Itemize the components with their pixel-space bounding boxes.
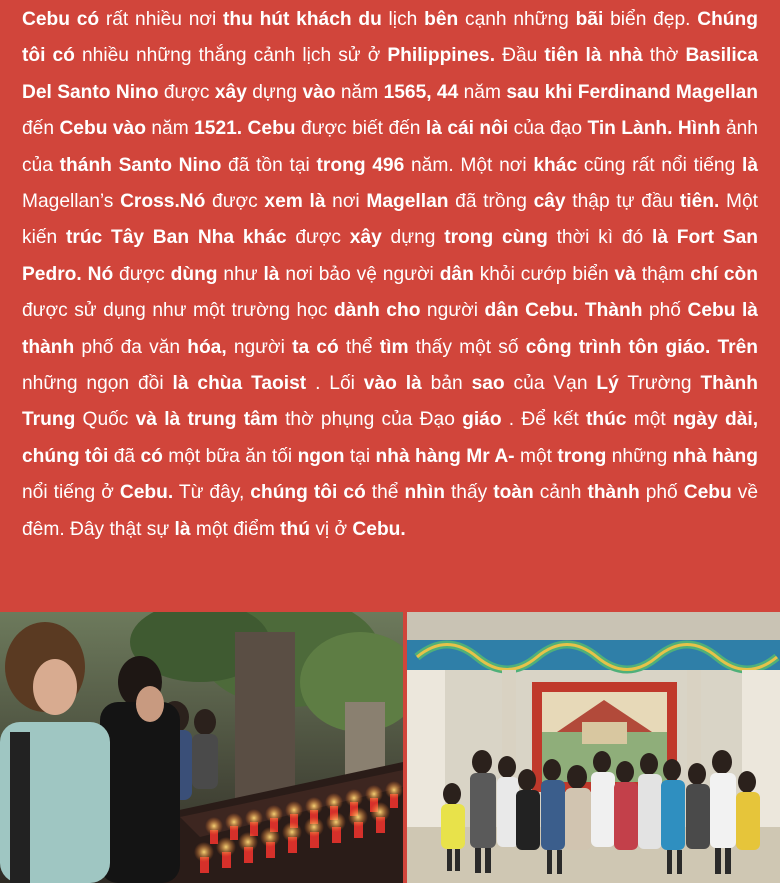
bold-text-run: có (140, 445, 163, 467)
bold-text-run: nhà hàng Mr A- (375, 445, 515, 467)
text-run: cũng rất nổi tiếng (577, 154, 742, 176)
bold-text-run: sao (471, 373, 505, 395)
text-run: cảnh (533, 482, 588, 504)
bold-text-run: Magellan (366, 191, 449, 213)
bold-text-run: cây (533, 191, 566, 213)
text-run: . Lối (306, 373, 364, 395)
text-run: được (113, 263, 171, 285)
bold-text-run: trong (557, 445, 607, 467)
text-run: một bữa ăn tối (162, 445, 298, 467)
text-run: thấy một số (408, 336, 526, 358)
bold-text-run: Cross.Nó (120, 191, 206, 213)
text-run: nổi tiếng ở (22, 482, 120, 504)
text-run: nơi bảo vệ người (279, 263, 440, 285)
text-run: thập tự đầu (565, 191, 680, 213)
text-run: nhiều những thắng cảnh lịch sử ở (74, 45, 388, 67)
bold-text-run: thúc (585, 409, 627, 431)
bold-text-run: Cebu. (352, 518, 406, 540)
text-run: thấy (444, 482, 494, 504)
bold-text-run: công trình tôn giáo. Trên (525, 336, 758, 358)
text-run: năm. Một nơi (404, 154, 534, 176)
bold-text-run: Thành Trung (22, 373, 758, 431)
bold-text-run: 1565, 44 (383, 81, 459, 103)
text-run: được biết đến (295, 118, 426, 140)
text-run: đã tồn tại (221, 154, 317, 176)
text-run: phố đa văn (74, 336, 188, 358)
text-run: bản (421, 373, 472, 395)
text-run: thời kì đó (547, 227, 652, 249)
text-run: được sử dụng như một trường học (22, 300, 334, 322)
bold-text-run: thành (587, 482, 640, 504)
text-run: phố (639, 482, 684, 504)
bold-text-run: chúng tôi có (250, 482, 366, 504)
text-run: phố (642, 300, 688, 322)
text-run: . Để kết (501, 409, 586, 431)
bold-text-run: tiên. (679, 191, 720, 213)
bold-text-run: toàn (493, 482, 534, 504)
text-run: ảnh của (22, 118, 758, 176)
bold-text-run: sau khi Ferdinand Magellan (506, 81, 758, 103)
text-run: Một kiến (22, 191, 758, 249)
text-run: một (626, 409, 673, 431)
bold-text-run: Cebu. (119, 482, 174, 504)
text-run: những ngọn đồi (22, 373, 173, 395)
bold-text-run: Lý (596, 373, 619, 395)
text-run: tại (344, 445, 376, 467)
bold-text-run: trúc Tây Ban Nha khác (65, 227, 287, 249)
bold-text-run: và (614, 263, 636, 285)
bold-text-run: Tin Lành. Hình (587, 118, 721, 140)
bold-text-run: Chúng tôi có (22, 9, 758, 67)
text-run: cạnh những (458, 9, 576, 30)
text-run: biển đẹp. (603, 9, 698, 30)
bold-text-run: Cebu (683, 482, 732, 504)
bold-text-run: dành cho (333, 300, 421, 322)
text-run: thậm (635, 263, 691, 285)
bold-text-run: ta có (292, 336, 339, 358)
text-run: về đêm. Đây thật sự (22, 482, 758, 540)
bold-text-run: thánh Santo Nino (59, 154, 222, 176)
bold-text-run: và là trung tâm (135, 409, 278, 431)
bold-text-run: nhìn (404, 482, 445, 504)
text-run: Trường (618, 373, 701, 395)
text-run: được (286, 227, 350, 249)
text-run: thờ (642, 45, 686, 67)
text-run: rất nhiều nơi (99, 9, 223, 30)
text-run: khỏi cướp biển (473, 263, 615, 285)
bold-text-run: trong 496 (316, 154, 405, 176)
text-run: năm (335, 81, 384, 103)
bold-text-run: là (263, 263, 280, 285)
text-run: Từ đây, (173, 482, 251, 504)
bold-text-run: nhà hàng (672, 445, 758, 467)
bold-text-run: Cebu là thành (22, 300, 758, 358)
text-run: năm (458, 81, 507, 103)
bold-text-run: Cebu vào (59, 118, 146, 140)
bold-text-run: xem là (264, 191, 326, 213)
bold-text-run: thu hút khách du (222, 9, 382, 30)
text-run: của Vạn (504, 373, 597, 395)
bold-text-run: Philippines. (387, 45, 496, 67)
bold-text-run: thú (280, 518, 310, 540)
text-run: Magellan’s (22, 191, 121, 213)
bold-text-run: vào (302, 81, 336, 103)
text-run: vị ở (309, 518, 353, 540)
text-run: người (226, 336, 293, 358)
text-run: người (420, 300, 485, 322)
text-run: nơi (325, 191, 367, 213)
bold-text-run: dùng (170, 263, 218, 285)
bold-text-run: là Fort San Pedro. Nó (22, 227, 758, 285)
bold-text-run: là cái nôi (425, 118, 509, 140)
bold-text-run: 1521. Cebu (194, 118, 296, 140)
bold-text-run: Cebu có (22, 9, 100, 30)
bold-text-run: dân (439, 263, 474, 285)
text-run: được (205, 191, 265, 213)
bold-text-run: ngon (297, 445, 345, 467)
text-run: được (158, 81, 215, 103)
bold-text-run: khác (533, 154, 578, 176)
bold-text-run: tìm (379, 336, 409, 358)
group-temple-photo (407, 612, 780, 883)
text-run: đã trồng (448, 191, 534, 213)
candle-shrine-photo (0, 612, 403, 883)
bold-text-run: chí còn (690, 263, 758, 285)
text-run: đến (22, 118, 60, 140)
text-run: dựng (381, 227, 445, 249)
text-run: dựng (246, 81, 303, 103)
text-run: của đạo (508, 118, 588, 140)
bold-text-run: là (741, 154, 758, 176)
text-run: lịch (381, 9, 425, 30)
bold-text-run: ngày dài, chúng tôi (22, 409, 759, 467)
text-run: một điểm (190, 518, 281, 540)
bold-text-run: trong cùng (444, 227, 548, 249)
bold-text-run: bãi (575, 9, 604, 30)
bold-text-run: hóa, (187, 336, 227, 358)
bold-text-run: Basilica Del Santo Nino (22, 45, 758, 103)
text-run: như (217, 263, 264, 285)
bold-text-run: là (174, 518, 191, 540)
bold-text-run: là chùa Taoist (172, 373, 307, 395)
text-run: Quốc (75, 409, 136, 431)
bold-text-run: bên (424, 9, 459, 30)
article-paragraph (22, 2, 758, 548)
bold-text-run: xây (349, 227, 382, 249)
text-run: Đầu (495, 45, 545, 67)
text-run: một (514, 445, 558, 467)
photo-strip (0, 612, 780, 883)
text-run: thể (365, 482, 405, 504)
bold-text-run: xây (214, 81, 247, 103)
bold-text-run: giáo (462, 409, 502, 431)
text-run: năm (145, 118, 195, 140)
bold-text-run: tiên là nhà (544, 45, 643, 67)
text-run: những (606, 445, 673, 467)
text-run: thể (338, 336, 380, 358)
text-run: đã (108, 445, 141, 467)
text-run: thờ phụng của Đạo (277, 409, 463, 431)
bold-text-run: dân Cebu. Thành (484, 300, 643, 322)
bold-text-run: vào là (363, 373, 422, 395)
